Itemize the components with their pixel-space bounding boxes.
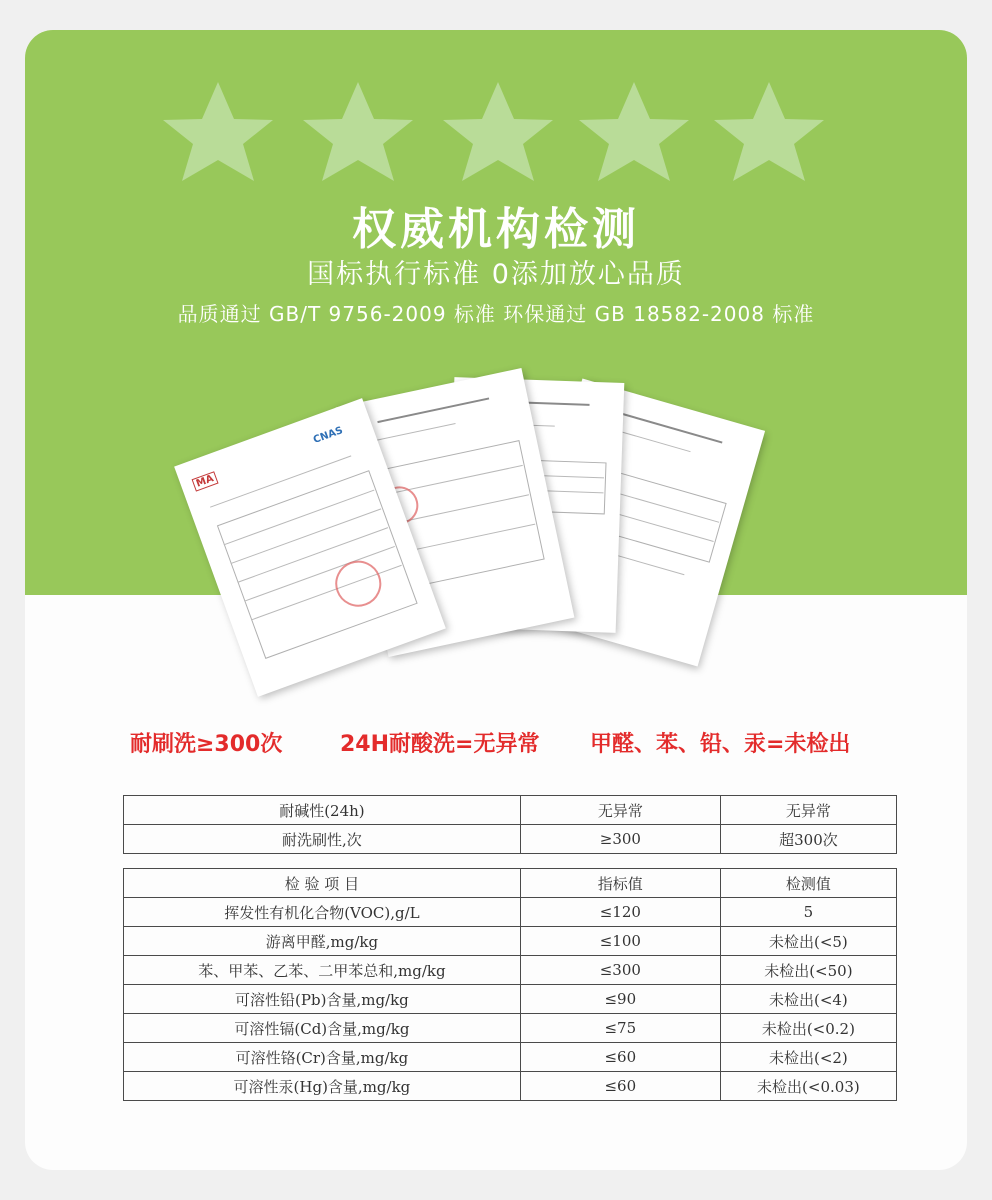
page-subtitle: 国标执行标准 0添加放心品质 bbox=[307, 259, 685, 290]
table-header-row: 检 验 项 目 指标值 检测值 bbox=[124, 869, 897, 898]
star-icon bbox=[303, 82, 413, 181]
highlight-acid: 24H耐酸洗=无异常 bbox=[340, 732, 540, 757]
ma-logo: MA bbox=[192, 471, 219, 491]
standards-line: 品质通过 GB/T 9756-2009 标准 环保通过 GB 18582-2008 标准 bbox=[177, 302, 815, 326]
highlight-scrub: 耐刷洗≥300次 bbox=[130, 732, 283, 757]
highlight-harmful: 甲醛、苯、铅、汞=未检出 bbox=[590, 732, 851, 757]
star-icon bbox=[714, 82, 824, 181]
table-row: 耐洗刷性,次 ≥300 超300次 bbox=[124, 825, 897, 854]
cnas-logo: CNAS bbox=[311, 425, 345, 446]
star-icon bbox=[163, 82, 273, 181]
five-star-rating bbox=[25, 80, 967, 190]
page-title: 权威机构检测 bbox=[352, 204, 640, 255]
table-row: 可溶性铅(Pb)含量,mg/kg ≤90 未检出(<4) bbox=[124, 985, 897, 1014]
performance-table bbox=[123, 795, 897, 854]
product-detail-card bbox=[25, 30, 967, 1170]
table-row: 可溶性镉(Cd)含量,mg/kg ≤75 未检出(<0.2) bbox=[124, 1014, 897, 1043]
star-icon bbox=[579, 82, 689, 181]
test-results-table bbox=[123, 868, 897, 1101]
table-row: 游离甲醛,mg/kg ≤100 未检出(<5) bbox=[124, 927, 897, 956]
table-row: 耐碱性(24h) 无异常 无异常 bbox=[124, 796, 897, 825]
table-row: 可溶性汞(Hg)含量,mg/kg ≤60 未检出(<0.03) bbox=[124, 1072, 897, 1101]
star-icon bbox=[443, 82, 553, 181]
test-report-documents bbox=[155, 340, 845, 730]
table-row: 可溶性铬(Cr)含量,mg/kg ≤60 未检出(<2) bbox=[124, 1043, 897, 1072]
table-row: 苯、甲苯、乙苯、二甲苯总和,mg/kg ≤300 未检出(<50) bbox=[124, 956, 897, 985]
table-row: 挥发性有机化合物(VOC),g/L ≤120 5 bbox=[124, 898, 897, 927]
